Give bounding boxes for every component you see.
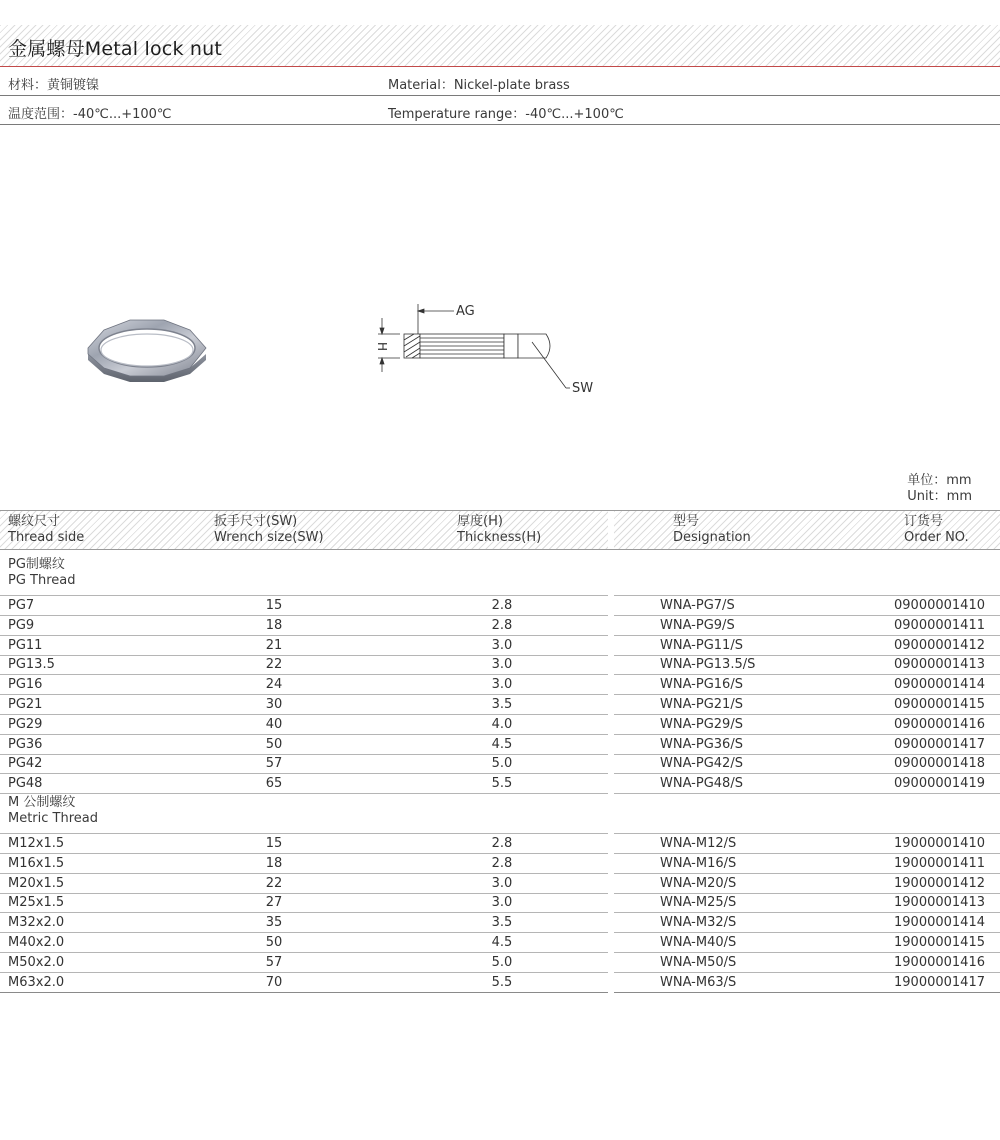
order-no-cell: 19000001415 bbox=[894, 935, 985, 950]
table-row bbox=[0, 874, 1000, 894]
order-no-cell: 19000001414 bbox=[894, 915, 985, 931]
table-row bbox=[0, 735, 1000, 755]
thread-size-cell: PG36 bbox=[8, 736, 43, 752]
thread-size-cell: M16x1.5 bbox=[8, 855, 65, 871]
order-no-cell: 19000001416 bbox=[894, 954, 985, 970]
designation-cell: WNA-PG13.5/S bbox=[660, 657, 756, 673]
thickness-cell: 4.5 bbox=[491, 736, 513, 752]
sw-label: SW bbox=[572, 381, 594, 396]
designation-cell: WNA-M32/S bbox=[660, 915, 737, 931]
header-wrench-size: 扳手尺寸(SW) Wrench size(SW) bbox=[214, 514, 324, 545]
designation-cell: WNA-PG48/S bbox=[660, 776, 743, 792]
designation-cell: WNA-M12/S bbox=[660, 836, 737, 851]
thickness-cell: 4.5 bbox=[491, 935, 513, 950]
h-label: H bbox=[375, 342, 389, 352]
thread-size-cell: PG48 bbox=[8, 776, 43, 792]
thread-size-cell: PG9 bbox=[8, 617, 35, 633]
unit-en: Unit：mm bbox=[907, 489, 972, 504]
order-no-cell: 09000001412 bbox=[894, 637, 985, 653]
thread-size-cell: PG7 bbox=[8, 598, 35, 613]
thread-size-cell: PG21 bbox=[8, 697, 43, 712]
table-row bbox=[0, 655, 1000, 675]
thickness-cell: 2.8 bbox=[491, 617, 513, 633]
wrench-size-cell: 70 bbox=[265, 974, 283, 990]
order-no-cell: 09000001418 bbox=[894, 756, 985, 772]
spec-row-temperature bbox=[0, 96, 1000, 125]
thickness-cell: 3.0 bbox=[491, 895, 513, 911]
table-row bbox=[0, 834, 1000, 854]
order-no-cell: 19000001413 bbox=[894, 895, 985, 911]
order-no-cell: 09000001410 bbox=[894, 598, 985, 613]
wrench-size-cell: 30 bbox=[265, 697, 283, 712]
designation-cell: WNA-M50/S bbox=[660, 954, 737, 970]
temperature-cn: 温度范围：-40℃...+100℃ bbox=[8, 107, 172, 122]
wrench-size-cell: 22 bbox=[265, 657, 283, 673]
thread-size-cell: M12x1.5 bbox=[8, 836, 65, 851]
table-row bbox=[0, 636, 1000, 656]
header-designation: 型号 Designation bbox=[673, 514, 751, 545]
designation-cell: WNA-PG21/S bbox=[660, 697, 743, 712]
thickness-cell: 2.8 bbox=[491, 598, 513, 613]
designation-cell: WNA-M25/S bbox=[660, 895, 737, 911]
page-title: 金属螺母Metal lock nut bbox=[8, 38, 223, 60]
group-label-pg: PG制螺纹 PG Thread bbox=[8, 557, 76, 588]
thread-size-cell: PG29 bbox=[8, 716, 43, 732]
thickness-cell: 3.5 bbox=[491, 697, 513, 712]
wrench-size-cell: 35 bbox=[265, 915, 283, 931]
designation-cell: WNA-PG29/S bbox=[660, 716, 743, 732]
designation-cell: WNA-PG7/S bbox=[660, 598, 735, 613]
thickness-cell: 5.0 bbox=[491, 756, 513, 772]
wrench-size-cell: 18 bbox=[265, 855, 283, 871]
designation-cell: WNA-M20/S bbox=[660, 875, 737, 891]
wrench-size-cell: 24 bbox=[265, 677, 283, 693]
thread-size-cell: M32x2.0 bbox=[8, 915, 65, 931]
order-no-cell: 09000001415 bbox=[894, 697, 985, 712]
wrench-size-cell: 50 bbox=[265, 736, 283, 752]
designation-cell: WNA-PG42/S bbox=[660, 756, 743, 772]
material-en: Material：Nickel-plate brass bbox=[388, 78, 570, 93]
order-no-cell: 09000001417 bbox=[894, 736, 985, 752]
thread-size-cell: M25x1.5 bbox=[8, 895, 65, 911]
table-row bbox=[0, 933, 1000, 953]
table-row bbox=[0, 953, 1000, 973]
table-row bbox=[0, 913, 1000, 933]
wrench-size-cell: 40 bbox=[265, 716, 283, 732]
table-row bbox=[0, 675, 1000, 695]
temperature-en: Temperature range：-40℃...+100℃ bbox=[388, 107, 624, 122]
order-no-cell: 19000001411 bbox=[894, 855, 985, 871]
thread-size-cell: M50x2.0 bbox=[8, 954, 65, 970]
technical-drawing bbox=[370, 296, 610, 402]
thickness-cell: 5.5 bbox=[491, 974, 513, 990]
thickness-cell: 3.0 bbox=[491, 875, 513, 891]
wrench-size-cell: 18 bbox=[265, 617, 283, 633]
order-no-cell: 09000001416 bbox=[894, 716, 985, 732]
spec-row-material bbox=[0, 67, 1000, 96]
designation-cell: WNA-PG16/S bbox=[660, 677, 743, 693]
order-no-cell: 09000001411 bbox=[894, 617, 985, 633]
wrench-size-cell: 57 bbox=[265, 954, 283, 970]
thickness-cell: 2.8 bbox=[491, 836, 513, 851]
table-row bbox=[0, 596, 1000, 616]
order-no-cell: 19000001417 bbox=[894, 974, 985, 990]
table-row bbox=[0, 774, 1000, 794]
thickness-cell: 5.5 bbox=[491, 776, 513, 792]
designation-cell: WNA-M63/S bbox=[660, 974, 737, 990]
wrench-size-cell: 15 bbox=[265, 836, 283, 851]
order-no-cell: 09000001414 bbox=[894, 677, 985, 693]
table-row bbox=[0, 616, 1000, 636]
wrench-size-cell: 22 bbox=[265, 875, 283, 891]
thread-size-cell: M20x1.5 bbox=[8, 875, 65, 891]
designation-cell: WNA-M16/S bbox=[660, 855, 737, 871]
header-thread-side: 螺纹尺寸 Thread side bbox=[8, 514, 85, 545]
wrench-size-cell: 15 bbox=[265, 598, 283, 613]
wrench-size-cell: 57 bbox=[265, 756, 283, 772]
table-row bbox=[0, 973, 1000, 993]
designation-cell: WNA-M40/S bbox=[660, 935, 737, 950]
table-row bbox=[0, 893, 1000, 913]
table-row bbox=[0, 754, 1000, 774]
table-header bbox=[0, 510, 1000, 550]
ag-label: AG bbox=[456, 304, 475, 319]
group-label-metric: M 公制螺纹 Metric Thread bbox=[8, 795, 99, 826]
wrench-size-cell: 21 bbox=[265, 637, 283, 653]
thread-size-cell: PG16 bbox=[8, 677, 43, 693]
thickness-cell: 5.0 bbox=[491, 954, 513, 970]
designation-cell: WNA-PG9/S bbox=[660, 617, 735, 633]
designation-cell: WNA-PG36/S bbox=[660, 736, 743, 752]
thread-size-cell: M63x2.0 bbox=[8, 974, 65, 990]
wrench-size-cell: 27 bbox=[265, 895, 283, 911]
thickness-cell: 2.8 bbox=[491, 855, 513, 871]
table-row bbox=[0, 695, 1000, 715]
thread-size-cell: PG11 bbox=[8, 637, 43, 653]
thickness-cell: 3.5 bbox=[491, 915, 513, 931]
thickness-cell: 3.0 bbox=[491, 677, 513, 693]
material-cn: 材料：黄铜镀镍 bbox=[8, 78, 100, 93]
order-no-cell: 19000001412 bbox=[894, 875, 985, 891]
unit-cn: 单位：mm bbox=[907, 473, 972, 488]
order-no-cell: 09000001419 bbox=[894, 776, 985, 792]
thread-size-cell: M40x2.0 bbox=[8, 935, 65, 950]
nut-photo bbox=[84, 316, 210, 384]
designation-cell: WNA-PG11/S bbox=[660, 637, 743, 653]
wrench-size-cell: 65 bbox=[265, 776, 283, 792]
order-no-cell: 09000001413 bbox=[894, 657, 985, 673]
wrench-size-cell: 50 bbox=[265, 935, 283, 950]
table-row bbox=[0, 715, 1000, 735]
thread-size-cell: PG42 bbox=[8, 756, 43, 772]
thickness-cell: 4.0 bbox=[491, 716, 513, 732]
thickness-cell: 3.0 bbox=[491, 657, 513, 673]
table-row bbox=[0, 854, 1000, 874]
header-thickness: 厚度(H) Thickness(H) bbox=[457, 514, 542, 545]
title-bar bbox=[0, 25, 1000, 67]
header-order-no: 订货号 Order NO. bbox=[904, 514, 969, 545]
thickness-cell: 3.0 bbox=[491, 637, 513, 653]
order-no-cell: 19000001410 bbox=[894, 836, 985, 851]
thread-size-cell: PG13.5 bbox=[8, 657, 55, 673]
unit-label bbox=[907, 473, 972, 505]
